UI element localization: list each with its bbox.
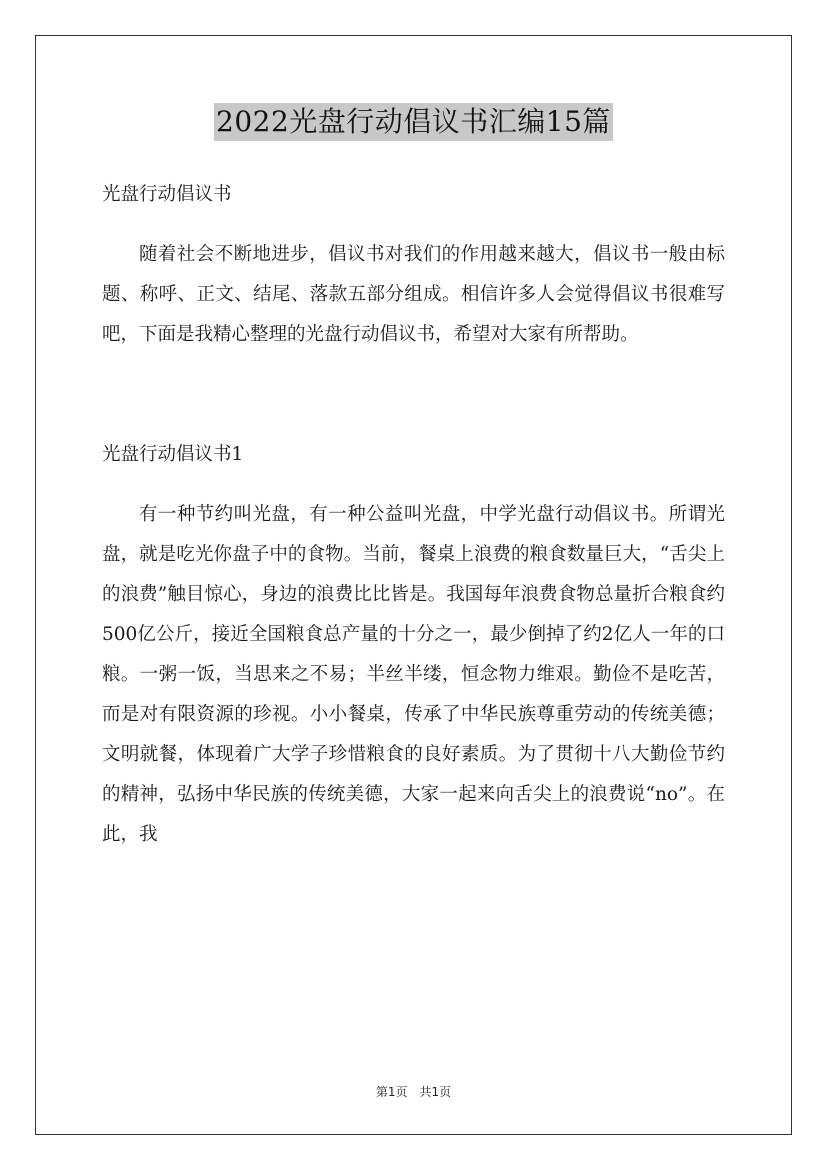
section1-heading: 光盘行动倡议书1 bbox=[102, 444, 244, 465]
section-gap bbox=[102, 355, 725, 415]
section1-paragraph: 有一种节约叫光盘，有一种公益叫光盘，中学光盘行动倡议书。所谓光盘，就是吃光你盘子中的食物。当前，餐桌上浪费的粮食数量巨大，“舌尖上的浪费”触目惊心，身边的浪费比比皆是。我国每年浪费食物总量折合粮食约500亿公斤，接近全国粮食总产量的十分之一，最少倒掉了约2亿人一年的口粮。一粥一饭，当思来之不易；半丝半缕，恒念物力维艰。勤俭不是吃苦，而是对有限资源的珍视。小小餐桌，传承了中华民族尊重劳动的传统美德；文明就餐，体现着广大学子珍惜粮食的良好素质。为了贯彻十八大勤俭节约的精神，弘扬中华民族的传统美德，大家一起来向舌尖上的浪费说“no”。在此，我 bbox=[102, 504, 725, 845]
title-container bbox=[0, 103, 827, 141]
page-total: 共1页 bbox=[419, 1085, 452, 1099]
document-body bbox=[102, 175, 725, 855]
intro-paragraph: 随着社会不断地进步，倡议书对我们的作用越来越大，倡议书一般由标题、称呼、正文、结尾、落款五部分组成。相信许多人会觉得倡议书很难写吧，下面是我精心整理的光盘行动倡议书，希望对大家有所帮助。 bbox=[102, 244, 725, 345]
page-footer bbox=[0, 1084, 827, 1100]
document-title: 2022光盘行动倡议书汇编15篇 bbox=[214, 103, 613, 141]
page-number: 第1页 bbox=[375, 1085, 408, 1099]
intro-heading: 光盘行动倡议书 bbox=[102, 184, 232, 205]
